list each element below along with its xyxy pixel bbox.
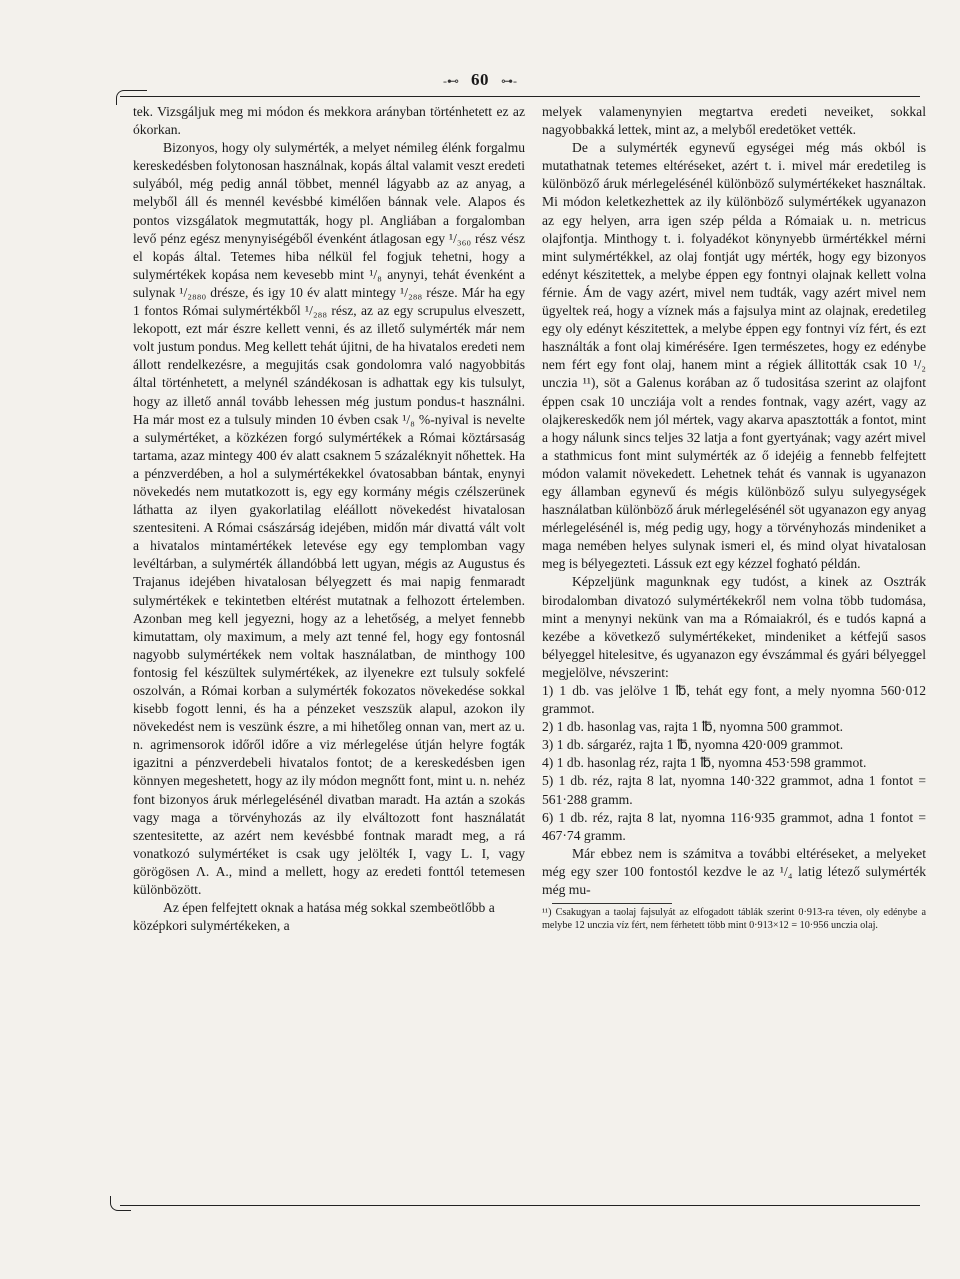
weight-list-item-4: 4) 1 db. hasonlag réz, rajta 1 ℔, nyomna 453·598 grammot.: [542, 755, 867, 771]
right-column: [542, 103, 926, 932]
bottom-border-rule: [120, 1205, 920, 1206]
bottom-border-corner: [110, 1196, 131, 1211]
weight-list-item-2: 2) 1 db. hasonlag vas, rajta 1 ℔, nyomna 500 grammot.: [542, 719, 844, 735]
ornament-left: -⊷: [443, 74, 459, 88]
right-paragraph-1: melyek valamenynyien megtartva eredeti neveiket, sokkal nagyobbakká lettek, mint az, a melyből eredetöket vették.: [542, 104, 926, 138]
top-border-rule: [120, 96, 920, 97]
footnote: ¹¹) Csakugyan a taolaj fajsulyát az elfogadott táblák szerint 0·913-ra téven, oly edénybe a melybe 12 unczia víz fért, nem férhetett több mint 0·913×12 = 10·956 unczia olaj.: [542, 907, 926, 932]
weight-list-item-3: 3) 1 db. sárgaréz, rajta 1 ℔, nyomna 420·009 grammot.: [542, 737, 844, 753]
left-paragraph-1: tek. Vizsgáljuk meg mi módon és mekkora arányban történhetett ez az ókorkan.: [133, 104, 525, 138]
right-paragraph-3: Képzeljünk magunknak egy tudóst, a kinek az Osztrák birodalomban divatozó sulymértékekről nem volna több tudomása, mint a menynyi nekünk van ma a Rómaiakról, és e tudós kapná a kezébe a következő sulymértékeket, mindeniket a kétfejű sasos bélyeggel hitelesitve, és ugyanazon egy évszámmal és gyári bélyeggel megjelölve, névszerint:: [542, 574, 926, 680]
page-number: 60: [471, 70, 489, 89]
left-paragraph-2: Bizonyos, hogy oly sulymérték, a melyet némileg élénk forgalmu kereskedésben folytonosan használnak, kopás által valamit veszt eredeti sulyából, még pedig annál többet, mennél lágyabb az az anyag, a melyből áll és mennél kevésbbé kimélően bánnak vele. Alapos és pontos vizsgálatok megmutatták, hogy pl. Angliában a forgalomban levő pénz egész menynyiségéből évenként átlagosan egy ¹/₃₆₀ rész vész el kopás által. Tetemes hiba nélkül fel fogjuk tehetni, hogy a sulymértékek kopása nem kevesebb mint ¹/₈ anynyi, tehát évenként a sulynak ¹/₂₈₈₀ drésze, és igy 10 év alatt mintegy ¹/₂₈₈ része. Már ha egy 1 fontos Római sulymértékből ¹/₂₈₈ rész, az az egy scrupulus elveszett, lekopott, ezt már észre kellett venni, és az illető sulymérték már nem volt justum pondus. Meg kellett tehát újitni, de ha hivatalos eredeti nem állott rendelkezésre, a megujitás csak gondolomra való nagyobbitás által történhetett, a melynél szándékosan is adhattak egy kis tulsulyt, hogy az illető annál tovább lehessen még justum pondus-t használni. Ha már most ez a tulsuly minden 10 évben csak ¹/₈ %-nyival is nevelte a sulymértéket, a közkézen forgó sulymértékek a Római köztársaság tartama, azaz mintegy 400 év alatt csaknem 5 százaléknyit nőhettek. Ha a pénzverdében, a hol a sulymértékekkel óvatosabban bántak, enynyi növekedés nem mutatkozott is, egy egy kormány mégis czélszerünek láthatta az ilyen gyakorlatilag eléállott növekedést hivatalosan szentesiteni. A Római császárság idejében, midőn már divattá vált volt a hivatalos mintamértékek letevése egy egy templomban vagy levéltárban, a sulymérték állandóbbá lett ugyan, mégis az Augustus és Trajanus idejében hivatalosan bélyegzett és mai napig fenmaradt sulymértékek e tekintetben eltérést mutatnak a felhozott értelemben. Azonban meg kell jegyezni, hogy az a lehetőség, a melyet fennebb kimutattam, oly maximum, a mely azt tenné fel, hogy egy fontosnál nagyobb sulymértékek nem voltak használatban, de minthogy 100 fontosig fel készültek sulymértékek, az ilyenekre ezt tulsuly sokfelé oszolván, a Római korban a sulymérték fokozatos növekedése sokkal kisebb fogott lenni, és ha a pénzeket veszszük alapul, azokon ily növekedést nem is veszünk észre, a mi hihetőleg onnan van, mert az u. n. agrimensorok időről időre a viz mérlegelése útján helyre fogták igazitni a pénzverdebeli hivatalos fontot; de a kereskedésben igen könnyen megeshetett, hogy az ily módon megnőtt font, mint u. n. nehéz font bizonyos áruk mérlegelésénél divatban maradt. Ha aztán a szokás vagy maga a törvényhozás az ily elváltozott font használatát szentesitette, az azért nem kevésbbé fontnak maradt meg, a rá vonatkozó sulymértéket is csak ugy jelölték I, vagy L. I, vagy görögösen Λ. A., mind a mellett, hogy az eredeti fonttól tetemesen különbözött.: [133, 140, 525, 898]
weight-list-item-1: 1) 1 db. vas jelölve 1 ℔, tehát egy font, a mely nyomna 560·012 grammot.: [542, 683, 926, 717]
weight-list-item-6: 6) 1 db. réz, rajta 8 lat, nyomna 116·935 grammot, adna 1 fontot = 467·74 gramm.: [542, 809, 926, 843]
footnote-divider: [552, 903, 672, 904]
right-paragraph-2: De a sulymérték egynevű egységei még más okból is mutathatnak tetemes eltéréseket, azért t. i. mivel már eredetileg is különböző áruk mérlegelésénél különböző sulymértékeket használtak. Mi módon keletkezhettek az ily különböző sulymértékek ugyanazon az egy helyen, arra igen szép példa a Rómaiak u. n. metricus olajfontja. Minthogy t. i. folyadékot könynyebb ürmértékkel mérni mint sulymértékkel, az olaj fontját ugy mérték, hogy egy bizonyos edényt készitettek, a melybe éppen egy fontnyi olajnak kellett volna férnie. Ám de vagy azért, mivel nem tudták, vagy azért mivel nem ügyeltek reá, hogy a víznek más a fajsulya mint az olajnak, eredetileg egy oly edényt készitettek, a melybe éppen egy fontnyi víz fért, és ezt használták a font olaj kimérésére. Igen természetes, hogy ez edénybe nem fért egy font olaj, hanem mint a régiek állitották csak 10 ¹/₂ unczia ¹¹), söt a Galenus korában az ő tudositása szerint az olajfont éppen csak 10 uncziája volt a rendes fontnak, vagy azért, vagy az olajkereskedők nem jól mértek, vagy akarva apasztották a fontot, mint a hogy nálunk sincs teljes 32 latja a font gyertyának; vagy azért mivel a stathmicus font mint sulymérték az ő idejéig a fennebb felfejtett módon valamit növekedett. Lehetnek tehát és vannak is ugyanazon egy államban egynevű és mégis különböző sulyu sulyegységek használatban különböző áruk mérlegelésénél söt ugyanazon egy anyag mérlegelésénél is, még pedig ugy, hogy a törvényhozás mindeniket a maga nemében helyes sulynak ismeri el, és mind olyat hivatalosan meg is bélyegezteti. Lássuk ezt egy kézzel fogható példán.: [542, 140, 926, 572]
left-column: [133, 103, 525, 935]
ornament-right: ⊶-: [501, 74, 517, 88]
left-paragraph-3: Az épen felfejtett oknak a hatása még sokkal szembeötlőbb a középkori sulymértékeken, a: [133, 900, 495, 934]
right-closing-paragraph: Már ebbez nem is számitva a további eltéréseket, a melyeket még egy szer 100 fontostól kezdve le az ¹/₄ latig létező sulymérték még mu-: [542, 845, 926, 898]
weight-list-item-5: 5) 1 db. réz, rajta 8 lat, nyomna 140·322 grammot, adna 1 fontot = 561·288 gramm.: [542, 773, 926, 807]
